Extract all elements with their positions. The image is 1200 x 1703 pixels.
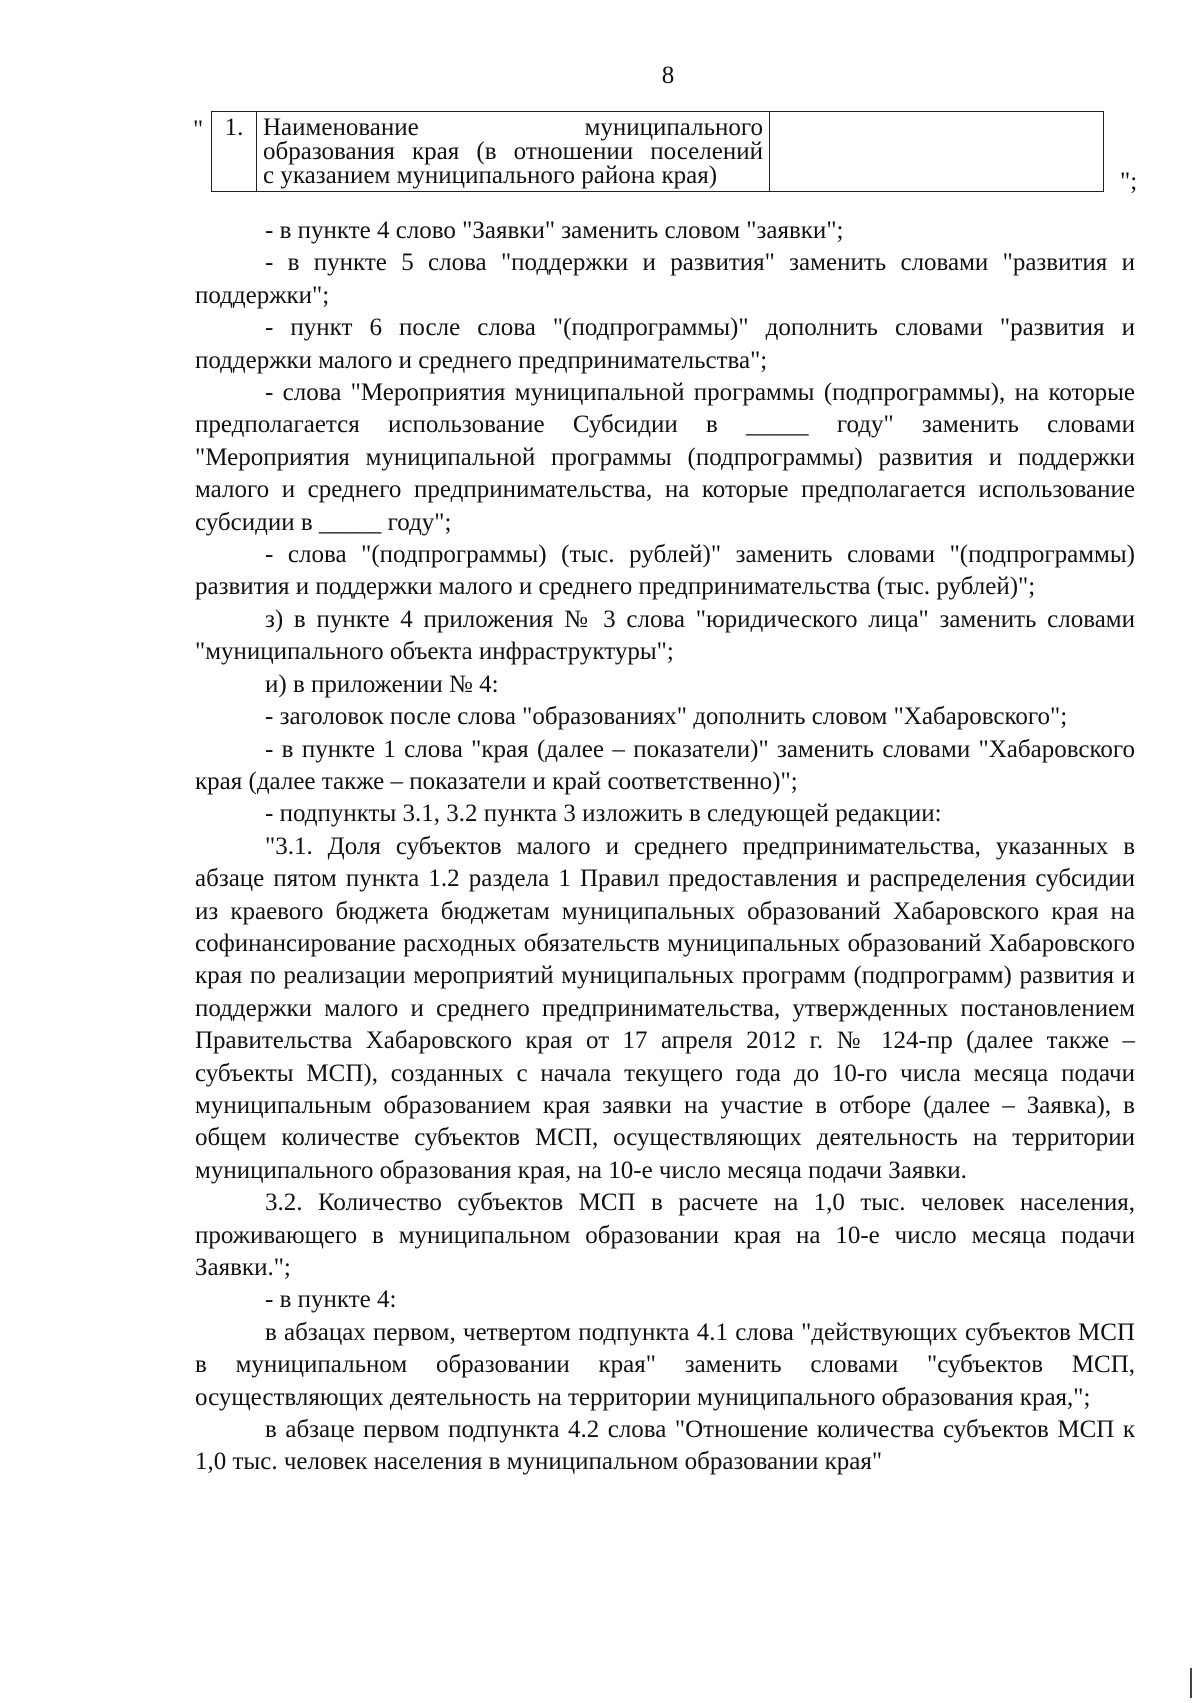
row-number-cell: 1. xyxy=(212,112,257,192)
paragraph-1: - в пункте 4 слово "Заявки" заменить словом "заявки"; xyxy=(265,217,844,244)
page-number: 8 xyxy=(661,62,675,89)
paragraph-9: - в пункте 1 слова "края (далее – показатели)" заменить словами "Хабаровского края (далее также – показатели и край соответственно)"; xyxy=(195,735,1135,795)
paragraph-3: - пункт 6 после слова "(подпрограммы)" дополнить словами "развития и поддержки малого и среднего предпринимательства"; xyxy=(195,314,1135,374)
document-body xyxy=(195,215,1135,1479)
paragraph-15: в абзаце первом подпункта 4.2 слова "Отношение количества субъектов МСП к 1,0 тыс. человек населения в муниципальном образовании края" xyxy=(195,1416,1135,1476)
table-open-quote: " xyxy=(193,116,204,143)
paragraph-13: - в пункте 4: xyxy=(265,1286,397,1314)
row-label-line-2: образования края (в отношении поселений xyxy=(263,138,763,165)
paragraph-4: - слова "Мероприятия муниципальной программы (подпрограммы), на которые предполагается использование Субсидии в _____ году" заменить словами "Мероприятия муниципальной программы (подпрограммы) развития и поддержки малого и среднего предпринимательства, на которые предполагается использование субсидии в _____ году"; xyxy=(195,379,1135,536)
paragraph-5: - слова "(подпрограммы) (тыс. рублей)" заменить словами "(подпрограммы) развития и поддержки малого и среднего предпринимательства (тыс. рублей)"; xyxy=(195,541,1135,601)
row-label-line-3: с указанием муниципального района края) xyxy=(263,162,718,189)
paragraph-8: - заголовок после слова "образованиях" дополнить словом "Хабаровского"; xyxy=(265,703,1068,731)
table-row xyxy=(212,112,1104,192)
paragraph-11: "3.1. Доля субъектов малого и среднего предпринимательства, указанных в абзаце пятом пункта 1.2 раздела 1 Правил предоставления и распределения субсидии из краевого бюджета бюджетам муниципальных образований Хабаровского края на софинансирование расходных обязательств муниципальных образований Хабаровского края по реализации мероприятий муниципальных программ (подпрограмм) развития и поддержки малого и среднего предпринимательства, утвержденных постановлением Правительства Хабаровского края от 17 апреля 2012 г. № 124-пр (далее также – субъекты МСП), созданных с начала текущего года до 10-го числа месяца подачи муниципальным образованием края заявки на участие в отборе (далее – Заявка), в общем количестве субъектов МСП, осуществляющих деятельность на территории муниципального образования края, на 10-е число месяца подачи Заявки. xyxy=(195,832,1135,1184)
paragraph-2: - в пункте 5 слова "поддержки и развития" заменить словами "развития и поддержки"; xyxy=(195,249,1135,309)
form-table xyxy=(211,111,1104,192)
scan-edge-mark xyxy=(1190,1668,1192,1698)
paragraph-12: 3.2. Количество субъектов МСП в расчете на 1,0 тыс. человек населения, проживающего в муниципальном образовании края на 10-е число месяца подачи Заявки."; xyxy=(195,1189,1135,1281)
table-close-quote: "; xyxy=(1120,168,1138,195)
paragraph-7: и) в приложении № 4: xyxy=(265,670,499,698)
row-label-line-1: Наименование муниципального xyxy=(263,114,763,141)
paragraph-10: - подпункты 3.1, 3.2 пункта 3 изложить в следующей редакции: xyxy=(265,800,942,828)
paragraph-14: в абзацах первом, четвертом подпункта 4.1 слова "действующих субъектов МСП в муниципальном образовании края" заменить словами "субъектов МСП, осуществляющих деятельность на территории муниципального образования края,"; xyxy=(195,1318,1135,1411)
paragraph-6: з) в пункте 4 приложения № 3 слова "юридического лица" заменить словами "муниципального объекта инфраструктуры"; xyxy=(195,605,1135,666)
row-label-cell xyxy=(257,112,770,192)
row-value-cell xyxy=(770,112,1104,192)
